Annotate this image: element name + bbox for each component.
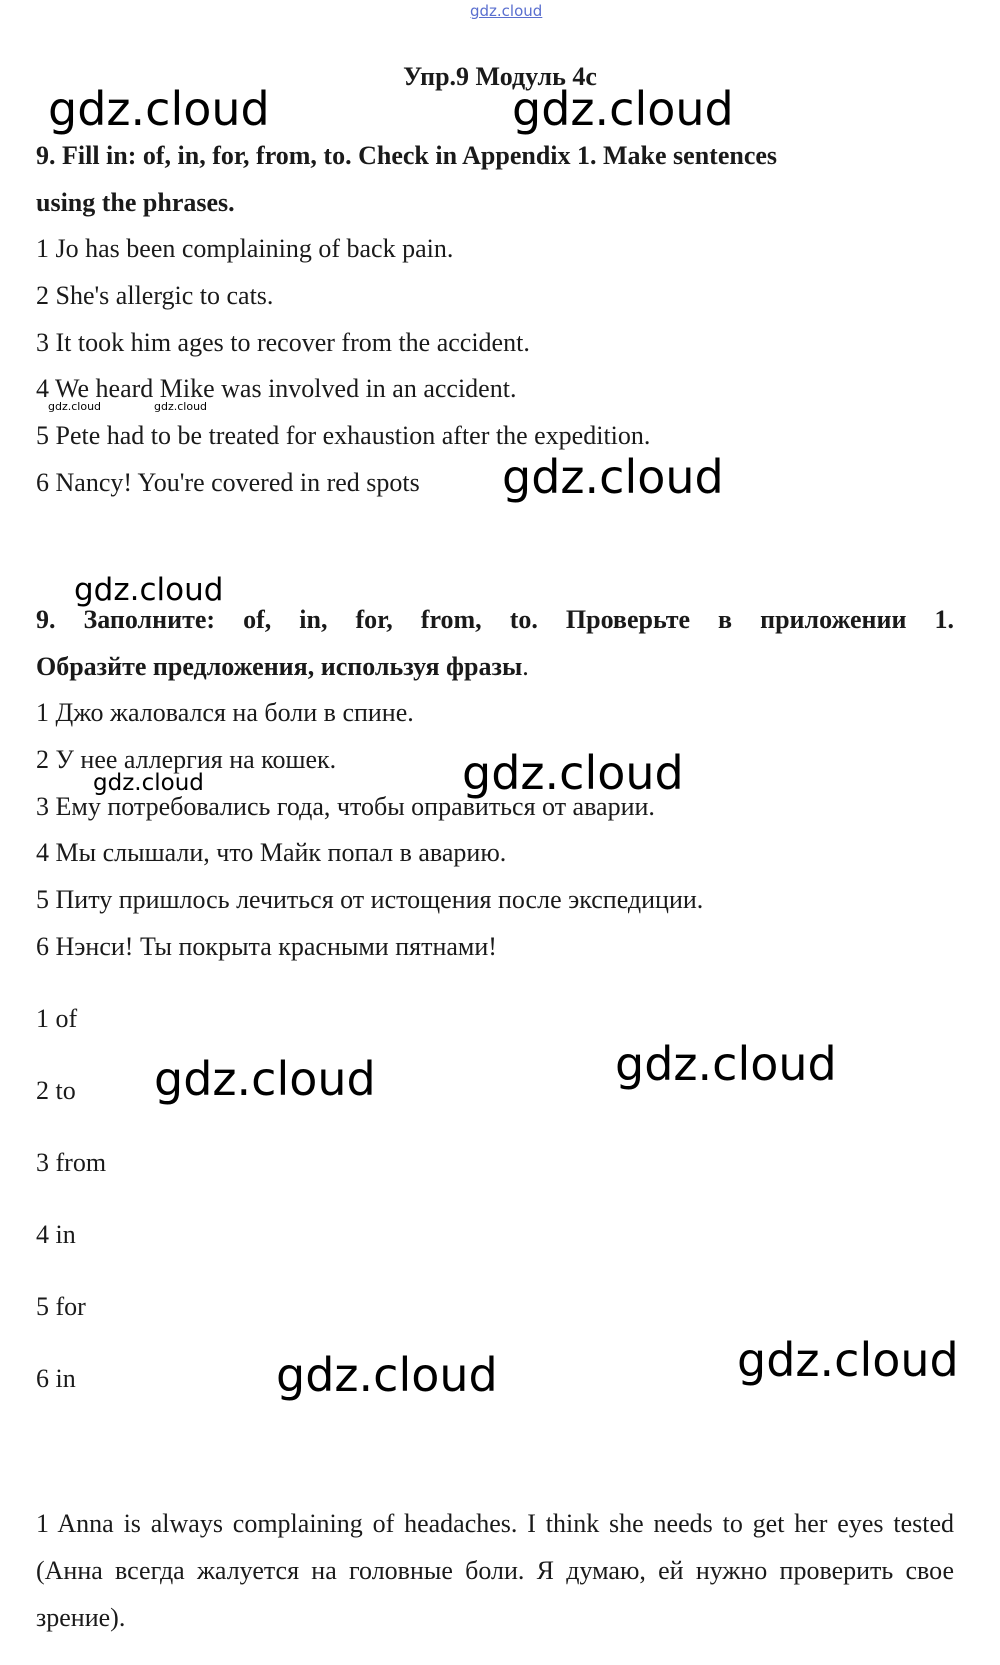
- answer-5: 5 for: [36, 1292, 86, 1321]
- answer-2: 2 to: [36, 1076, 76, 1105]
- watermark-top-link[interactable]: gdz.cloud: [470, 2, 543, 20]
- sentence-en-1: 1 Jo has been complaining of back pain.: [36, 234, 454, 263]
- exercise-instruction-ru: 9. Заполните: of, in, for, from, to. Проверьте в приложении 1.: [36, 605, 954, 634]
- page-title: Упр.9 Модуль 4с: [403, 62, 597, 91]
- answer-4: 4 in: [36, 1220, 76, 1249]
- watermark: gdz.cloud: [737, 1333, 959, 1387]
- sentence-ru-3: 3 Ему потребовались года, чтобы оправиться от аварии.: [36, 792, 655, 821]
- sentence-ru-1: 1 Джо жаловался на боли в спине.: [36, 698, 414, 727]
- sentence-ru-5: 5 Питу пришлось лечиться от истощения после экспедиции.: [36, 885, 704, 914]
- exercise-instruction-ru-cont: [36, 651, 529, 683]
- exercise-instruction-en: 9. Fill in: of, in, for, from, to. Check in Appendix 1. Make sentences: [36, 141, 778, 170]
- answer-1: 1 of: [36, 1004, 78, 1033]
- watermark: gdz.cloud: [502, 450, 724, 504]
- sentence-en-3: 3 It took him ages to recover from the accident.: [36, 328, 530, 357]
- sentence-en-5: 5 Pete had to be treated for exhaustion after the expedition.: [36, 421, 651, 450]
- watermark: gdz.cloud: [154, 400, 208, 413]
- watermark: gdz.cloud: [93, 770, 204, 796]
- example-sentence-1: 1 Anna is always complaining of headaches. I think she needs to get her eyes tested (Анна всегда жалуется на головные боли. Я думаю, ей нужно проверить свое зрение).: [36, 1509, 954, 1632]
- watermark: gdz.cloud: [74, 572, 224, 608]
- sentence-ru-4: 4 Мы слышали, что Майк попал в аварию.: [36, 838, 507, 867]
- sentence-ru-2: 2 У нее аллергия на кошек.: [36, 745, 337, 774]
- watermark: gdz.cloud: [48, 400, 102, 413]
- watermark: gdz.cloud: [48, 82, 270, 136]
- sentence-en-6: 6 Nancy! You're covered in red spots: [36, 468, 420, 497]
- watermark: gdz.cloud: [154, 1052, 376, 1106]
- instruction-ru-bold: Образйте предложения, используя фразы: [36, 652, 523, 681]
- exercise-instruction-en-cont: using the phrases.: [36, 188, 235, 217]
- sentence-en-2: 2 She's allergic to cats.: [36, 281, 274, 310]
- answer-3: 3 from: [36, 1148, 107, 1177]
- watermark: gdz.cloud: [615, 1037, 837, 1091]
- answer-6: 6 in: [36, 1364, 76, 1393]
- sentence-en-4: 4 We heard Mike was involved in an accident.: [36, 374, 517, 403]
- watermark: gdz.cloud: [276, 1348, 498, 1402]
- watermark: gdz.cloud: [462, 746, 684, 800]
- watermark: gdz.cloud: [512, 82, 734, 136]
- instruction-ru-period: .: [522, 652, 529, 681]
- sentence-ru-6: 6 Нэнси! Ты покрыта красными пятнами!: [36, 932, 497, 961]
